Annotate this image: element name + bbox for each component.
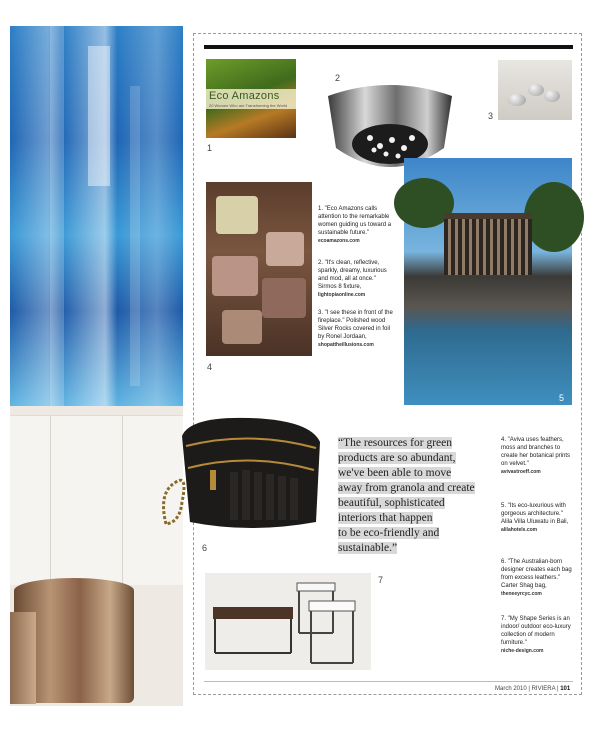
- item-number-6: 6: [202, 543, 208, 553]
- leather-fringe-bag: [160, 412, 328, 542]
- caption-5-source: alilahotels.com: [501, 527, 538, 533]
- caption-6-source: theneeyrcyc.com: [501, 591, 542, 597]
- quote-line: interiors that happen: [338, 512, 433, 524]
- footer-rule: [204, 681, 573, 682]
- caption-7-text: 7. "My Shape Series is an indoor/ outdoor eco-luxury collection of modern furniture.": [501, 616, 571, 646]
- caption-2-text: 2. "It's clean, reflective, sparkly, dreamy, luxurious and mod, all at once." Sirmos 8 fixture,: [318, 260, 387, 290]
- quote-line: to be eco-friendly and: [338, 527, 440, 539]
- item-number-7: 7: [378, 575, 384, 585]
- issue-date: March 2010: [495, 686, 527, 692]
- caption-6: [501, 558, 573, 598]
- caption-2: [318, 259, 396, 299]
- caption-4-source: avivastroeff.com: [501, 469, 541, 475]
- quote-line: beautiful, sophisticated: [338, 497, 445, 509]
- caption-5-text: 5. "Its eco-luxurious with gorgeous architecture." Alila Villa Uluwatu in Bali,: [501, 503, 569, 525]
- quote-line: “The resources for green: [338, 437, 452, 449]
- item-number-5: 5: [559, 393, 565, 403]
- silver-rocks-photo: [498, 60, 572, 120]
- eco-amazons-book-cover: [206, 59, 296, 138]
- quote-line: we've been able to move: [338, 467, 452, 479]
- caption-3-source: shopattheillusions.com: [318, 342, 374, 348]
- caption-6-text: 6. "The Australian-born designer creates each bag from excess leathers." Carter Shag bag,: [501, 559, 572, 589]
- item-number-2: 2: [335, 73, 341, 83]
- caption-7-source: niche-design.com: [501, 648, 544, 654]
- blue-abstract-painting: [10, 26, 183, 406]
- quote-line: sustainable.”: [338, 542, 398, 554]
- page-number: 101: [560, 686, 571, 692]
- white-cabinet: [10, 415, 183, 585]
- caption-4: [501, 436, 573, 476]
- page-folio: March 2010 | RIVIERA | 101: [495, 686, 571, 692]
- caption-1-text: 1. "Eco Amazons calls attention to the remarkable women guiding us toward a sustainable future.": [318, 206, 392, 236]
- item-number-3: 3: [488, 111, 494, 121]
- caption-5: [501, 502, 573, 534]
- header-rule: [204, 45, 573, 49]
- pull-quote: [338, 436, 488, 556]
- quote-line: products are so abundant,: [338, 452, 456, 464]
- tree-stump-table-small: [10, 612, 36, 704]
- magazine-name: RIVIERA: [531, 686, 556, 692]
- quote-line: away from granola and create: [338, 482, 475, 494]
- caption-7: [501, 615, 573, 655]
- caption-1: [318, 205, 396, 245]
- book-subtitle: 20 Women Who are Transforming the World: [209, 103, 288, 108]
- item-number-1: 1: [207, 143, 213, 153]
- caption-4-text: 4. "Aviva uses feathers, moss and branches to create her botanical prints on velvet.": [501, 437, 571, 467]
- shape-series-tables-photo: [205, 573, 371, 670]
- caption-1-source: ecoamazons.com: [318, 238, 360, 244]
- caption-3: [318, 309, 396, 349]
- velvet-pillows-photo: [206, 182, 312, 356]
- item-number-4: 4: [207, 362, 213, 372]
- caption-3-text: 3. "I see these in front of the fireplace." Polished wood Silver Rocks covered in foil by Ronel Jordaan,: [318, 310, 393, 340]
- book-title: Eco Amazons: [209, 90, 280, 102]
- alila-villa-resort-photo: [404, 158, 572, 405]
- caption-2-source: lightopiaonline.com: [318, 292, 366, 298]
